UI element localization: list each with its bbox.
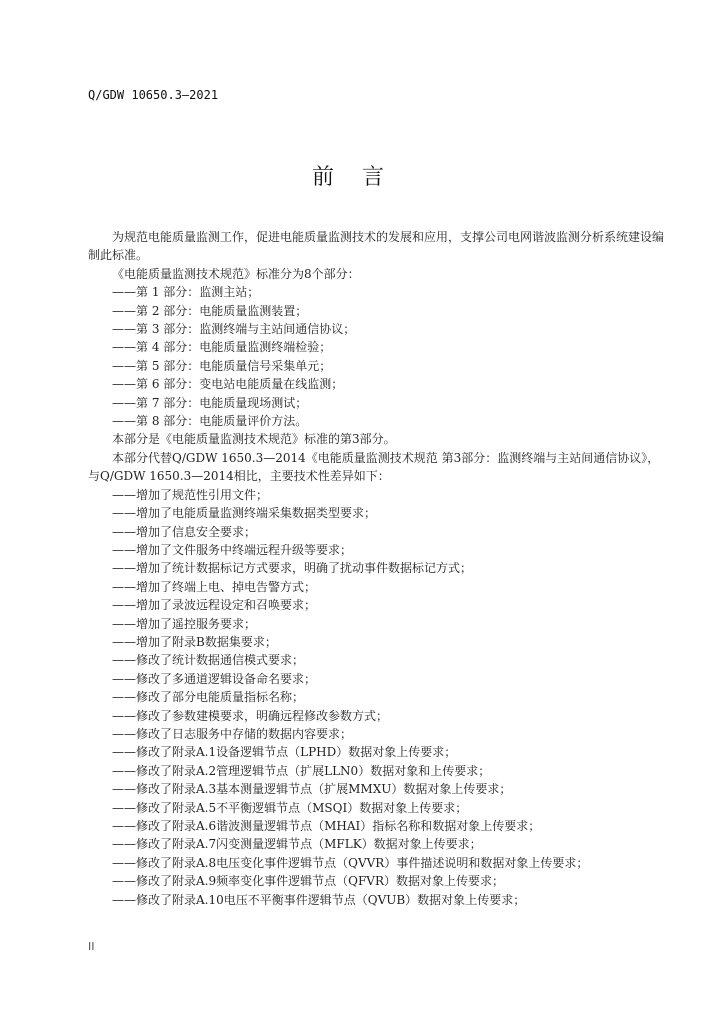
list-item: ——增加了遥控服务要求；: [112, 616, 257, 631]
list-item: ——修改了附录A.2管理逻辑节点（扩展LLN0）数据对象和上传要求；: [112, 763, 491, 778]
list-item: ——修改了附录A.10电压不平衡事件逻辑节点（QVUB）数据对象上传要求；: [112, 892, 526, 907]
list-item: ——第 1 部分：监测主站；: [112, 285, 260, 300]
list-item: ——修改了附录A.6谐波测量逻辑节点（MHAI）指标名称和数据对象上传要求；: [112, 819, 541, 833]
page-number: II: [88, 940, 95, 953]
list-item: ——第 8 部分：电能质量评价方法。: [112, 414, 308, 429]
list-item: ——修改了部分电能质量指标名称；: [112, 690, 305, 705]
list-item: ——增加了终端上电、掉电告警方式；: [112, 579, 317, 594]
paragraph: 本部分代替Q/GDW 1650.3—2014《电能质量监测技术规范 第3部分：监测终端与主站间通信协议》，与Q/GDW 1650.3—2014相比，主要技术性差异如下：: [88, 450, 660, 484]
list-item: ——第 7 部分：电能质量现场测试；: [112, 395, 308, 410]
paragraph: 《电能质量监测技术规范》标准分为8个部分：: [112, 266, 360, 281]
paragraph: 本部分是《电能质量监测技术规范》标准的第3部分。: [112, 432, 396, 447]
list-item: ——修改了附录A.3基本测量逻辑节点（扩展MMXU）数据对象上传要求；: [112, 782, 512, 797]
list-item: ——修改了日志服务中存储的数据内容要求；: [112, 726, 353, 741]
list-item: ——第 3 部分：监测终端与主站间通信协议；: [112, 322, 356, 337]
list-item: ——修改了多通道逻辑设备命名要求；: [112, 671, 317, 686]
list-item: ——修改了附录A.8电压变化事件逻辑节点（QVVR）事件描述说明和数据对象上传要求；: [112, 855, 589, 870]
body-text: [88, 228, 668, 909]
list-item: ——增加了附录B数据集要求；: [112, 634, 277, 649]
list-item: ——第 5 部分：电能质量信号采集单元；: [112, 358, 332, 373]
list-item: ——增加了统计数据标记方式要求，明确了扰动事件数据标记方式；: [112, 561, 473, 576]
list-item: ——第 2 部分：电能质量监测装置；: [112, 303, 308, 318]
list-item: ——修改了附录A.9频率变化事件逻辑节点（QFVR）数据对象上传要求；: [112, 874, 504, 889]
list-item: ——增加了电能质量监测终端采集数据类型要求；: [112, 506, 377, 521]
page-title: 前言: [311, 165, 412, 190]
list-item: ——第 4 部分：电能质量监测终端检验；: [112, 340, 332, 355]
list-item: ——增加了录波远程设定和召唤要求；: [112, 598, 317, 613]
list-item: ——增加了信息安全要求；: [112, 524, 257, 539]
list-item: ——修改了附录A.1设备逻辑节点（LPHD）数据对象上传要求；: [112, 745, 457, 760]
list-item: ——修改了附录A.7闪变测量逻辑节点（MFLK）数据对象上传要求；: [112, 837, 482, 852]
list-item: ——第 6 部分：变电站电能质量在线监测；: [112, 377, 344, 392]
document-code: Q/GDW 10650.3—2021: [88, 88, 219, 102]
list-item: ——增加了规范性引用文件；: [112, 487, 269, 502]
list-item: ——修改了附录A.5不平衡逻辑节点（MSQI）数据对象上传要求；: [112, 800, 468, 815]
paragraph: 为规范电能质量监测工作，促进电能质量监测技术的发展和应用，支撑公司电网谐波监测分析系统建设编制此标准。: [88, 230, 665, 263]
list-item: ——修改了统计数据通信模式要求；: [112, 653, 305, 668]
list-item: ——增加了文件服务中终端远程升级等要求；: [112, 542, 353, 557]
list-item: ——修改了参数建模要求，明确远程修改参数方式；: [112, 708, 389, 723]
